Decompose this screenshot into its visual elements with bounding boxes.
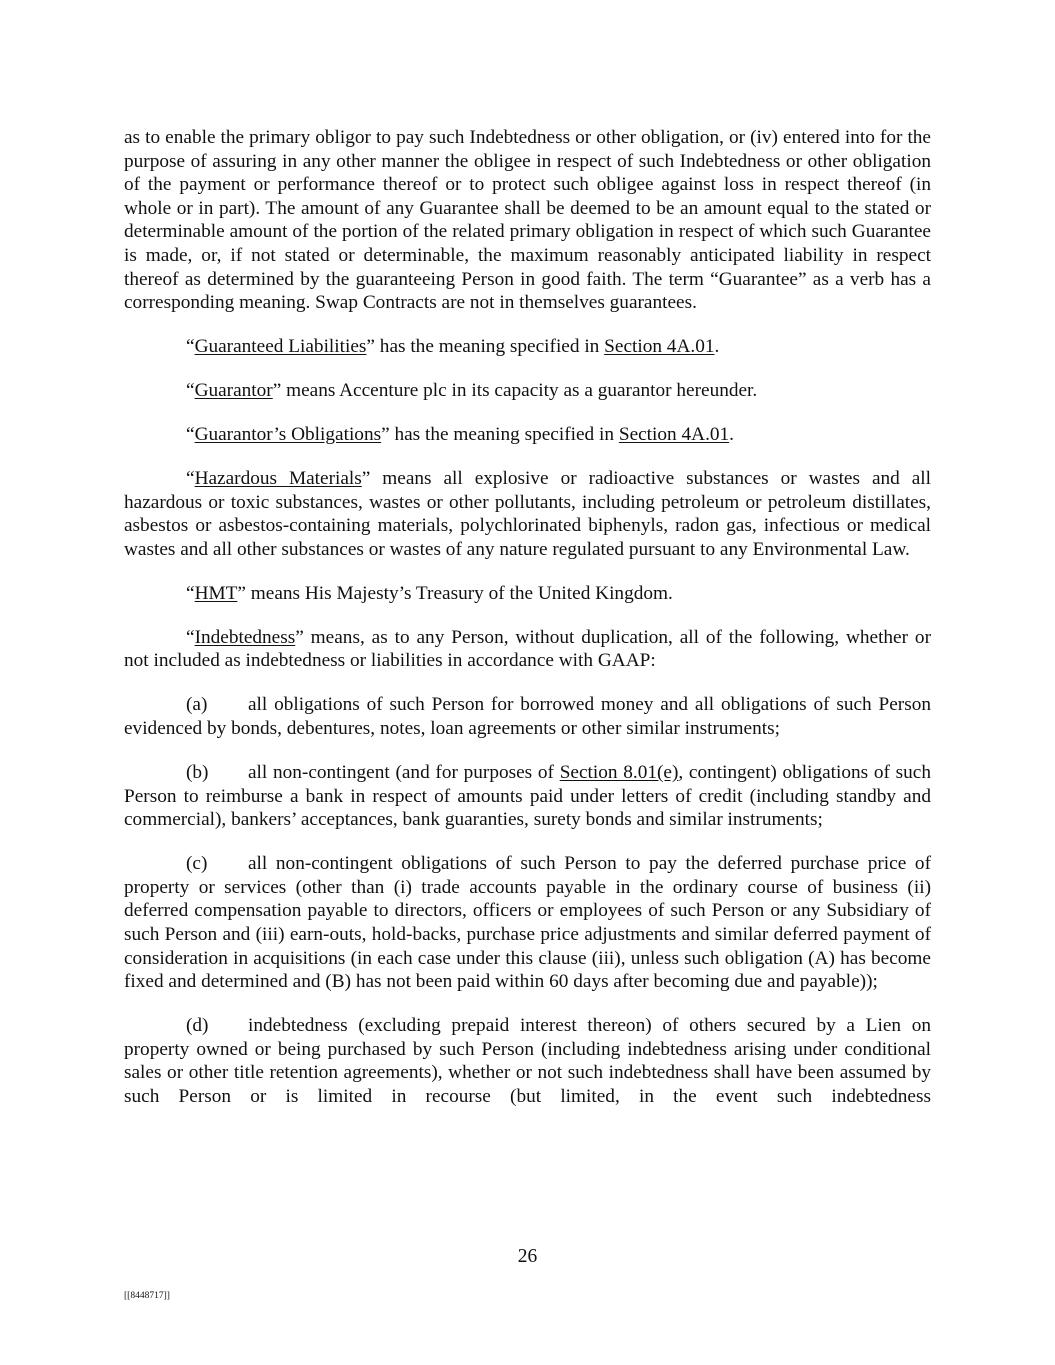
- definition-hmt: “HMT” means His Majesty’s Treasury of the United Kingdom.: [186, 582, 673, 604]
- definition-hazardous-materials: “Hazardous Materials” means all explosive or radioactive substances or wastes and all hazardous or toxic substances, wastes or other pollutants, including petroleum or petroleum distillates, asbestos or asbestos-containing materials, polychlorinated biphenyls, radon gas, infectious or medical wastes and all other substances or wastes of any nature regulated pursuant to any Environmental Law.: [124, 468, 932, 560]
- defined-term: Guarantor: [194, 380, 273, 402]
- clause-label: (b): [186, 762, 209, 783]
- definition-guaranteed-liabilities: “Guaranteed Liabilities” has the meaning specified in Section 4A.01.: [186, 336, 720, 358]
- page-number: 26: [517, 1246, 538, 1267]
- section-reference: Section 4A.01: [604, 336, 715, 358]
- defined-term: Guarantor’s Obligations: [194, 424, 382, 446]
- defined-term: Guaranteed Liabilities: [194, 336, 367, 358]
- document-id: [[8448717]]: [124, 1291, 170, 1301]
- definition-indebtedness: “Indebtedness” means, as to any Person, without duplication, all of the following, whether or not included as indebtedness or liabilities in accordance with GAAP:: [124, 626, 931, 672]
- defined-term: Hazardous Materials: [194, 468, 362, 490]
- clause-c: (c) all non-contingent obligations of such Person to pay the deferred purchase price of property or services (other than (i) trade accounts payable in the ordinary course of business (ii) deferred compensation payable to directors, officers or employees of such Person or any Subsidiary of such Person and (iii) earn-outs, hold-backs, purchase price adjustments and similar deferred payment of consideration in acquisitions (in each case under this clause (iii), unless such obligation (A) has become fixed and determined and (B) has not been paid within 60 days after becoming due and payable));: [124, 853, 931, 993]
- clause-label: (d): [186, 1015, 209, 1037]
- clause-label: (a): [186, 694, 208, 716]
- defined-term: Indebtedness: [194, 626, 296, 648]
- section-reference: Section 4A.01: [618, 424, 730, 446]
- continuation-paragraph: as to enable the primary obligor to pay such Indebtedness or other obligation, or (iv) entered into for the purpose of assuring in any other manner the obligee in respect of such Indebtedness or other obligation of the payment or performance thereof or to protect such obligee against loss in respect thereof (in whole or in part). The amount of any Guarantee shall be deemed to be an amount equal to the stated or determinable amount of the portion of the related primary obligation in respect of which such Guarantee is made, or, if not stated or determinable, the maximum reasonably anticipated liability in respect thereof as determined by the guaranteeing Person in good faith. The term “Guarantee” as a verb has a corresponding meaning. Swap Contracts are not in themselves guarantees.: [124, 127, 931, 314]
- clause-b: (b) all non-contingent (and for purposes of Section 8.01(e), contingent) obligations of such Person to reimburse a bank in respect of amounts paid under letters of credit (including standby and commercial), bankers’ acceptances, bank guaranties, surety bonds and similar instruments;: [124, 762, 932, 831]
- definition-guarantors-obligations: “Guarantor’s Obligations” has the meaning specified in Section 4A.01.: [186, 424, 734, 446]
- clause-a: (a) all obligations of such Person for borrowed money and all obligations of such Person evidenced by bonds, debentures, notes, loan agreements or other similar instruments;: [124, 694, 931, 740]
- definition-guarantor: “Guarantor” means Accenture plc in its capacity as a guarantor hereunder.: [186, 380, 758, 402]
- clause-label: (c): [186, 853, 208, 875]
- defined-term: HMT: [194, 582, 238, 604]
- document-body: [124, 126, 931, 1109]
- section-reference: Section 8.01(e): [559, 762, 679, 783]
- clause-d: (d) indebtedness (excluding prepaid interest thereon) of others secured by a Lien on property owned or being purchased by such Person (including indebtedness arising under conditional sales or other title retention agreements), whether or not such indebtedness shall have been assumed by such Person or is limited in recourse (but limited, in the event such indebtedness: [124, 1015, 931, 1107]
